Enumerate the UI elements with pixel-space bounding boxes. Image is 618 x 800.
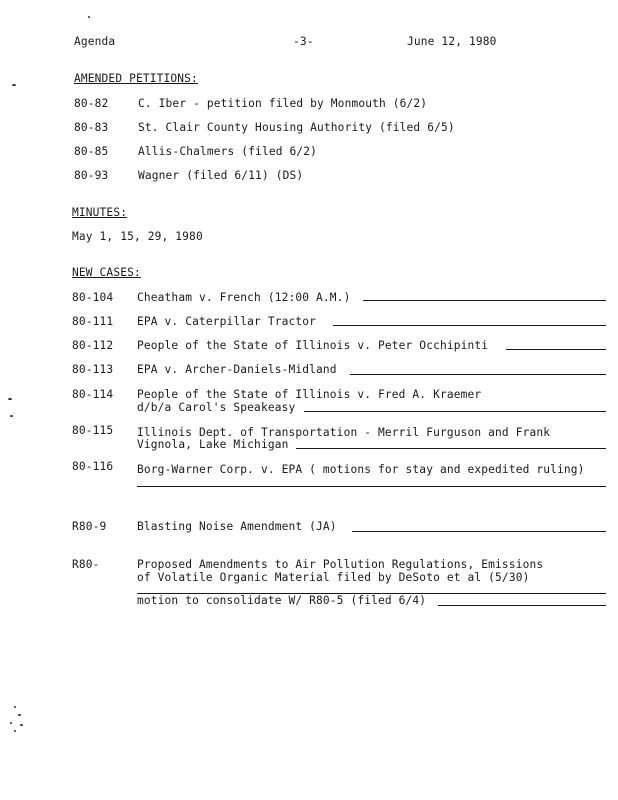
amended-petitions-heading: AMENDED PETITIONS: xyxy=(74,72,198,85)
case-num: 80-116 xyxy=(72,460,114,473)
scan-speck xyxy=(14,706,16,708)
case-num: 80-113 xyxy=(72,363,114,376)
header-date: June 12, 1980 xyxy=(407,35,497,48)
case-num: 80-111 xyxy=(72,315,114,328)
amended-num: 80-82 xyxy=(74,97,109,110)
amended-text: Allis-Chalmers (filed 6/2) xyxy=(138,145,318,158)
case-title-cont: d/b/a Carol's Speakeasy xyxy=(137,401,296,414)
blank-line xyxy=(333,325,606,326)
case-title: Blasting Noise Amendment (JA) xyxy=(137,520,337,533)
scan-speck xyxy=(18,714,21,716)
case-num: 80-115 xyxy=(72,424,114,437)
header-agenda: Agenda xyxy=(74,35,116,48)
amended-num: 80-85 xyxy=(74,145,109,158)
blank-line xyxy=(438,605,606,606)
case-title: Borg-Warner Corp. v. EPA ( motions for stay and expedited ruling) xyxy=(137,463,585,476)
amended-num: 80-93 xyxy=(74,169,109,182)
case-title: Illinois Dept. of Transportation - Merril Furguson and Frank xyxy=(137,426,551,439)
scan-speck xyxy=(14,730,16,732)
case-num: 80-104 xyxy=(72,291,114,304)
case-title: People of the State of Illinois v. Fred A. Kraemer xyxy=(137,388,482,401)
new-cases-heading: NEW CASES: xyxy=(72,266,141,279)
header-page-number: -3- xyxy=(293,35,314,48)
minutes-heading: MINUTES: xyxy=(72,206,128,219)
amended-num: 80-83 xyxy=(74,121,109,134)
scan-speck xyxy=(20,724,23,726)
blank-line xyxy=(350,374,606,375)
blank-line xyxy=(296,448,606,449)
scan-speck xyxy=(8,398,12,400)
scan-speck xyxy=(10,722,12,724)
case-num: 80-112 xyxy=(72,339,114,352)
case-note: motion to consolidate W/ R80-5 (filed 6/4) xyxy=(137,594,427,607)
amended-text: C. Iber - petition filed by Monmouth (6/2) xyxy=(138,97,428,110)
blank-line xyxy=(352,531,606,532)
case-title: People of the State of Illinois v. Peter Occhipinti xyxy=(137,339,489,352)
case-title-cont: of Volatile Organic Material filed by DeSoto et al (5/30) xyxy=(137,571,530,584)
scan-speck xyxy=(10,415,13,417)
case-title: EPA v. Caterpillar Tractor xyxy=(137,315,317,328)
amended-text: St. Clair County Housing Authority (filed 6/5) xyxy=(138,121,455,134)
case-title: Cheatham v. French (12:00 A.M.) xyxy=(137,291,351,304)
case-num: 80-114 xyxy=(72,388,114,401)
blank-line xyxy=(304,411,606,412)
case-title: Proposed Amendments to Air Pollution Regulations, Emissions xyxy=(137,558,544,571)
case-title-cont: Vignola, Lake Michigan xyxy=(137,438,289,451)
blank-line xyxy=(137,486,606,487)
case-title: EPA v. Archer-Daniels-Midland xyxy=(137,363,337,376)
blank-line xyxy=(363,300,606,301)
blank-line xyxy=(506,349,606,350)
case-num: R80-9 xyxy=(72,520,107,533)
scan-speck xyxy=(88,16,90,18)
case-num: R80- xyxy=(72,558,100,571)
amended-text: Wagner (filed 6/11) (DS) xyxy=(138,169,304,182)
scan-speck xyxy=(12,84,16,86)
minutes-dates: May 1, 15, 29, 1980 xyxy=(72,230,203,243)
